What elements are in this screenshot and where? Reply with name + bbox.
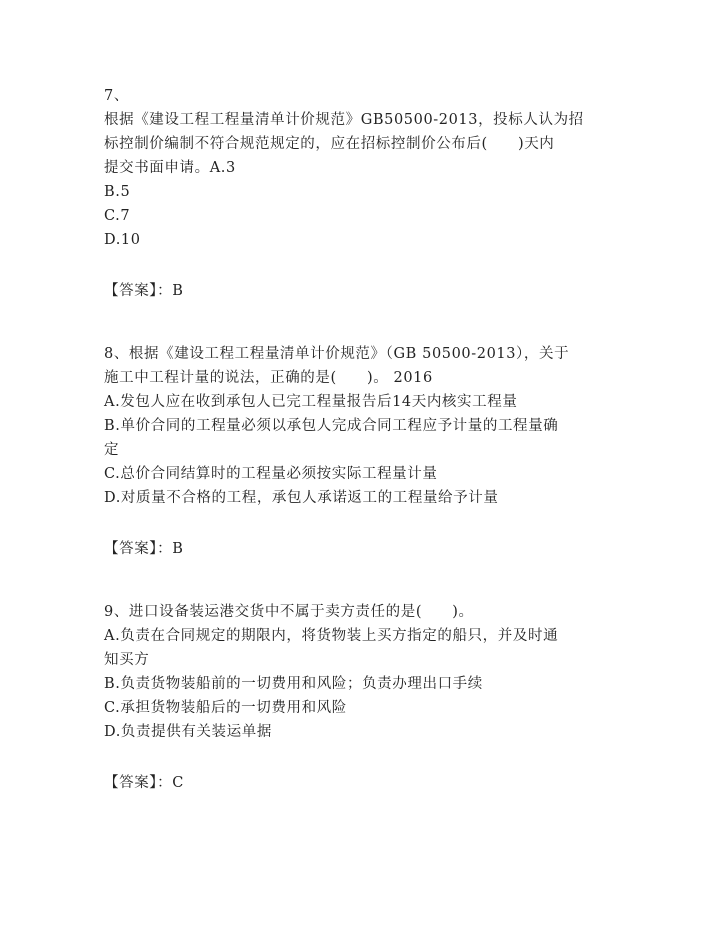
exam-page xyxy=(104,84,604,795)
question-stem-line: 施工中工程计量的说法，正确的是( )。 2016 xyxy=(104,370,433,386)
option-c: C.承担货物装船后的一切费用和风险 xyxy=(104,700,347,716)
question-stem-line: 根据《建设工程工程量清单计价规范》GB50500-2013，投标人认为招 xyxy=(104,112,584,128)
option-b-continued: 定 xyxy=(104,442,120,458)
option-b: B.单价合同的工程量必须以承包人完成合同工程应予计量的工程量确 xyxy=(104,418,559,434)
option-d: D.对质量不合格的工程，承包人承诺返工的工程量给予计量 xyxy=(104,490,499,506)
option-b: B.负责货物装船前的一切费用和风险；负责办理出口手续 xyxy=(104,676,483,692)
option-a-continued: 知买方 xyxy=(104,652,150,668)
question-stem-line: 8、根据《建设工程工程量清单计价规范》（GB 50500-2013），关于 xyxy=(104,346,570,362)
option-b: B.5 xyxy=(104,184,131,200)
question-9 xyxy=(104,600,604,795)
question-stem-line: 9、进口设备装运港交货中不属于卖方责任的是( )。 xyxy=(104,604,474,620)
answer-label: 【答案】：B xyxy=(104,541,184,557)
option-a: A.负责在合同规定的期限内，将货物装上买方指定的船只，并及时通 xyxy=(104,628,559,644)
question-stem-line: 提交书面申请。A.3 xyxy=(104,160,236,176)
option-d: D.负责提供有关装运单据 xyxy=(104,724,272,740)
option-a: A.发包人应在收到承包人已完工程量报告后14天内核实工程量 xyxy=(104,394,518,410)
option-c: C.7 xyxy=(104,208,131,224)
question-8 xyxy=(104,342,604,561)
question-7 xyxy=(104,84,604,303)
question-stem-line: 标控制价编制不符合规范规定的，应在招标控制价公布后( )天内 xyxy=(104,136,555,152)
answer-label: 【答案】：B xyxy=(104,283,184,299)
option-d: D.10 xyxy=(104,232,141,248)
question-number: 7、 xyxy=(104,88,129,104)
answer-label: 【答案】：C xyxy=(104,775,184,791)
option-c: C.总价合同结算时的工程量必须按实际工程量计量 xyxy=(104,466,438,482)
